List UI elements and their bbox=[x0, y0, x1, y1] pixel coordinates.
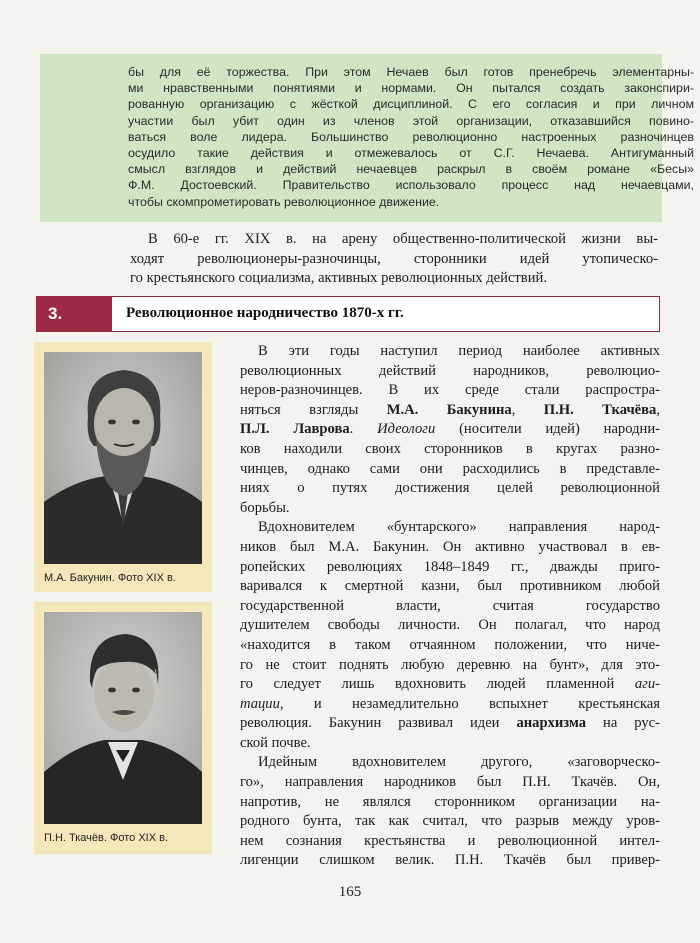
body-line: революционных действий народников, революцио- bbox=[240, 362, 660, 379]
name-lavrov: П.Л. Лаврова bbox=[240, 421, 350, 438]
main-text-column bbox=[240, 342, 660, 871]
name-tkachev: П.Н. Ткачёва bbox=[543, 401, 657, 418]
photo-panel-tkachev bbox=[34, 602, 212, 854]
term-agitatsiya: аги- bbox=[634, 676, 660, 693]
body-line: ской почве. bbox=[240, 734, 311, 751]
photo-caption-tkachev: П.Н. Ткачёв. Фото XIX в. bbox=[44, 832, 169, 844]
section-heading bbox=[36, 296, 660, 332]
intro-line: В 60-е гг. XIX в. на арену общественно-политической жизни вы- bbox=[148, 231, 658, 247]
text-run: революция. Бакунин развивал идеи bbox=[240, 715, 517, 732]
body-line: Идейным вдохновителем другого, «заговорческо- bbox=[258, 754, 660, 771]
term-ideologi: Идеологи bbox=[377, 421, 436, 438]
body-line: чинцев, однако сами они расходились в представле- bbox=[240, 460, 660, 477]
tkachev-portrait-image bbox=[44, 612, 202, 824]
body-line bbox=[240, 675, 660, 695]
text-run: . bbox=[349, 421, 378, 438]
text-run: на рус- bbox=[586, 715, 660, 732]
body-line: душителем свободы личности. Он полагал, что народ bbox=[240, 617, 660, 634]
page-number: 165 bbox=[338, 884, 362, 900]
body-line: ков находили своих сторонников в кругах разно- bbox=[240, 440, 660, 457]
body-line: ниях о путях достижения целей революционной bbox=[240, 480, 660, 497]
note-line: чтобы скомпрометировать революционное движение. bbox=[128, 194, 440, 209]
body-line: нем сознания крестьянства и революционной интел- bbox=[240, 832, 660, 849]
sidebar-note-box bbox=[40, 54, 694, 222]
text-run: , и незамедлительно вспыхнет крестьянская bbox=[279, 695, 660, 712]
body-line: «находится в таком отчаянном положении, что ниче- bbox=[240, 636, 660, 653]
body-line: варивался к смертной казни, был противником любой bbox=[240, 578, 660, 595]
term-anarkhizm: анархизма bbox=[516, 715, 587, 732]
body-line: В эти годы наступил период наиболее активных bbox=[258, 343, 660, 359]
body-line: борьбы. bbox=[240, 499, 290, 516]
note-line: участии был убит один из членов этой организации, отказавшийся повино- bbox=[128, 113, 694, 128]
note-line: смысл взглядов и действий нечаевцев раскрыл в своём романе «Бесы» bbox=[128, 162, 694, 177]
note-line: бы для её торжества. При этом Нечаев был готов пренебречь элементарны- bbox=[128, 65, 694, 79]
name-bakunin: М.А. Бакунина bbox=[386, 401, 512, 418]
body-line bbox=[240, 401, 660, 421]
body-line: лигенции слишком велик. П.Н. Ткачёв был привер- bbox=[240, 852, 660, 869]
note-line: осудило такие действия и отмежевалось от С.Г. Нечаева. Антигуманный bbox=[128, 146, 694, 161]
note-line: ваться воле лидера. Большинство революционно настроенных разночинцев bbox=[128, 129, 694, 144]
text-run: (носители идей) народни- bbox=[435, 421, 661, 438]
section-number: 3. bbox=[36, 296, 112, 332]
body-line: родного бунта, так как считал, что разрыв между уров- bbox=[240, 813, 660, 830]
bakunin-portrait-image bbox=[44, 352, 202, 564]
intro-paragraph bbox=[130, 230, 658, 289]
body-line: го», направления народников был П.Н. Ткачёв. Он, bbox=[240, 774, 660, 791]
portrait-photo-tkachev bbox=[44, 612, 202, 824]
photo-panel-bakunin bbox=[34, 342, 212, 592]
photo-caption-bakunin: М.А. Бакунин. Фото XIX в. bbox=[44, 572, 176, 584]
term-agitatsiya-end: тации bbox=[240, 695, 280, 712]
intro-line: го крестьянского социализма, активных революционных действий. bbox=[130, 270, 547, 287]
text-run: , bbox=[511, 401, 544, 418]
note-line: ми нравственными понятиями и нормами. Он пытался создать законспири- bbox=[128, 81, 694, 96]
sidebar-note-text bbox=[128, 64, 694, 210]
note-line: рованную организацию с жёсткой дисциплиной. С его согласия и при личном bbox=[128, 97, 694, 112]
body-line: неров-разночинцев. В их среде стали распростра- bbox=[240, 382, 660, 399]
text-run: , bbox=[656, 401, 660, 418]
body-line bbox=[240, 714, 660, 734]
body-line: государственной власти, считая государство bbox=[240, 597, 660, 614]
note-line: Ф.М. Достоевский. Правительство использовало процесс над нечаевцами, bbox=[128, 178, 694, 193]
text-run: го следует лишь вдохновить людей пламенной bbox=[240, 676, 635, 693]
portrait-photo-bakunin bbox=[44, 352, 202, 564]
section-title: Революционное народничество 1870-х гг. bbox=[126, 305, 404, 321]
body-line: ников был М.А. Бакунин. Он активно участвовал в ев- bbox=[240, 538, 660, 555]
body-line bbox=[240, 420, 660, 440]
body-line: напротив, не являлся сторонником организации на- bbox=[240, 793, 660, 810]
body-line: Вдохновителем «бунтарского» направления народ- bbox=[258, 519, 660, 536]
intro-line: ходят революционеры-разночинцы, сторонники идей утопическо- bbox=[130, 250, 658, 267]
body-line: ропейских революциях 1848–1849 гг., дважды приго- bbox=[240, 558, 660, 575]
body-line: го не стоит поднять любую деревню на бунт», для это- bbox=[240, 656, 660, 673]
text-run: няться взгляды bbox=[240, 401, 387, 418]
body-line bbox=[240, 695, 660, 715]
